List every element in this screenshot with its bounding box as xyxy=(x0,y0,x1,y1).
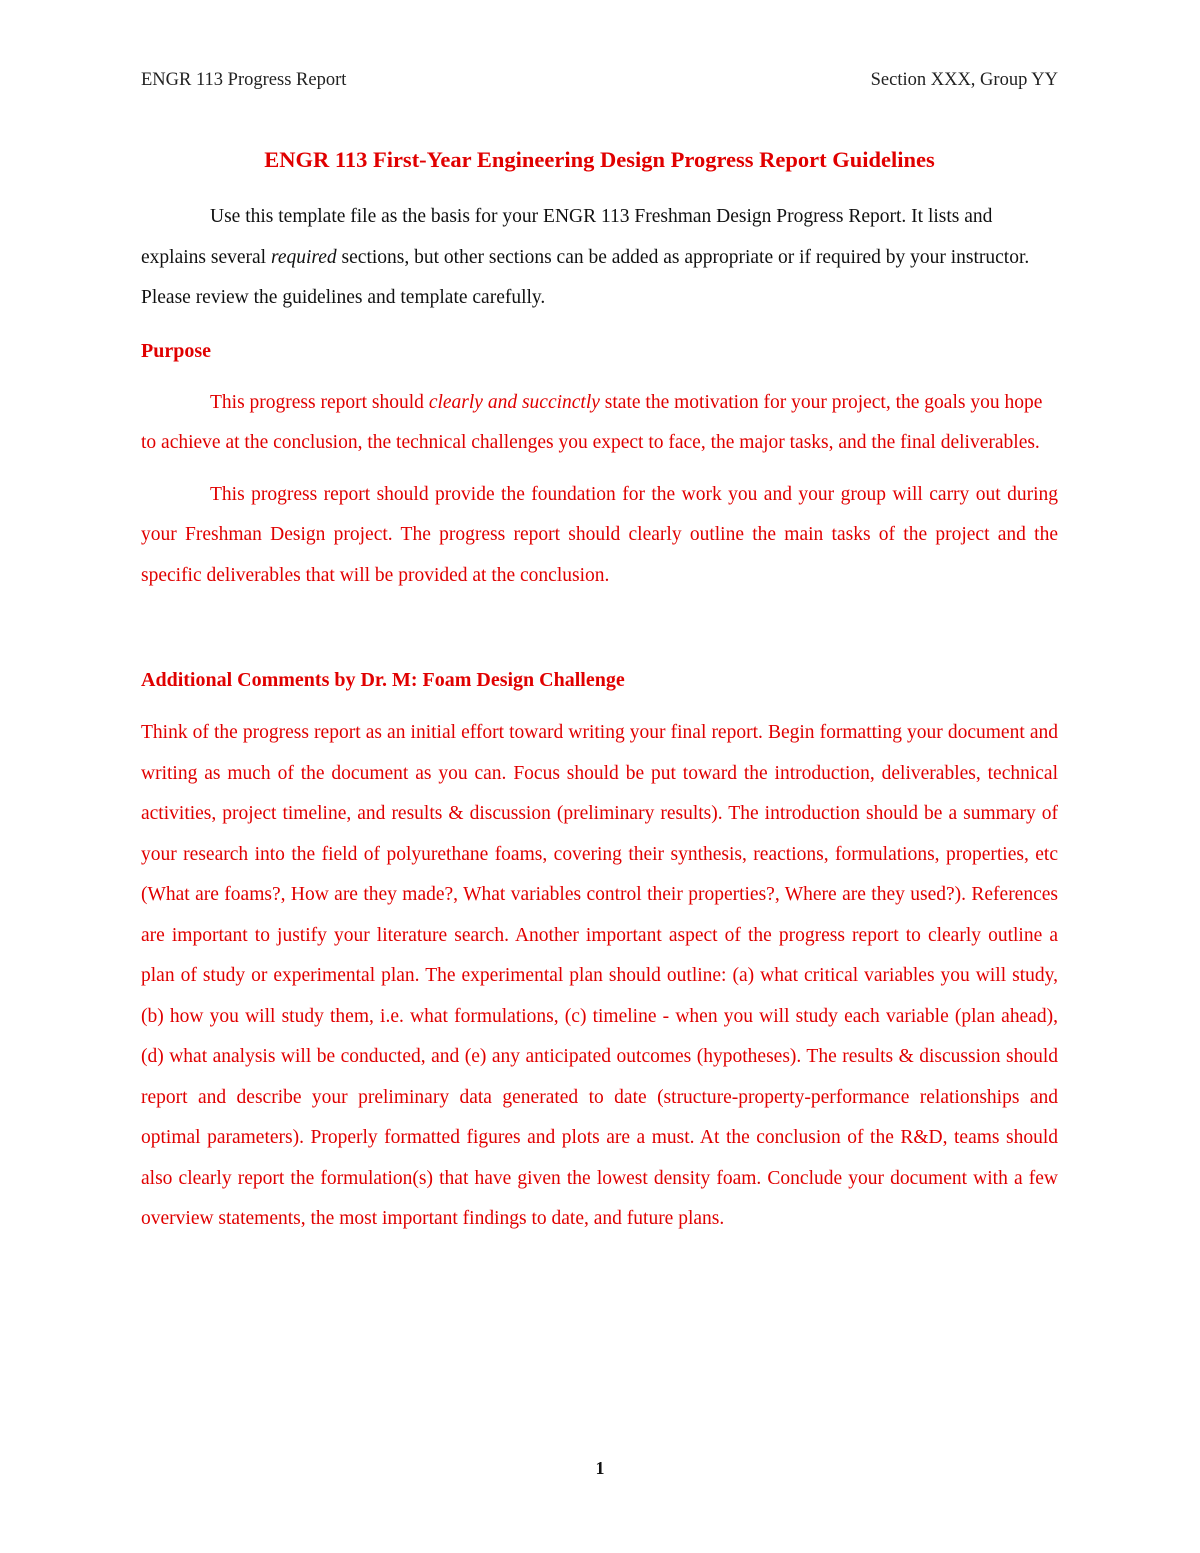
document-body xyxy=(141,140,1058,1240)
intro-text-1: Use this template file as the basis for your ENGR 113 Freshman Design Progress Report. It lists and explains several xyxy=(141,206,993,268)
header-right-text: Section XXX, Group YY xyxy=(870,70,1058,90)
header-left-text: ENGR 113 Progress Report xyxy=(141,70,347,90)
intro-paragraph xyxy=(141,197,1058,319)
page-header xyxy=(141,70,1058,96)
purpose-heading: Purpose xyxy=(141,339,211,362)
purpose-paragraph-1 xyxy=(141,383,1058,464)
additional-comments-paragraph: Think of the progress report as an initial effort toward writing your final report. Begin formatting your document and writing as much of the document as you can. Focus should be put toward the introduction, deliverables, technical activities, project timeline, and results & discussion (preliminary results). The introduction should be a summary of your research into the field of polyurethane foams, covering their synthesis, reactions, formulations, properties, etc (What are foams?, How are they made?, What variables control their properties?, Where are they used?). References are important to justify your literature search. Another important aspect of the progress report to clearly outline a plan of study or experimental plan. The experimental plan should outline: (a) what critical variables you will study, (b) how you will study them, i.e. what formulations, (c) timeline - when you will study each variable (plan ahead), (d) what analysis will be conducted, and (e) any anticipated outcomes (hypotheses). The results & discussion should report and describe your preliminary data generated to date (structure-property-performance relationships and optimal parameters). Properly formatted figures and plots are a must. At the conclusion of the R&D, teams should also clearly report the formulation(s) that have given the lowest density foam. Conclude your document with a few overview statements, the most important findings to date, and future plans. xyxy=(141,722,1058,1229)
document-title: ENGR 113 First-Year Engineering Design Progress Report Guidelines xyxy=(264,147,935,172)
purpose-p1-text-2: state the motivation for your project, the goals you hope to achieve at the conclusion, the technical challenges you expect to face, the major tasks, and the final deliverables. xyxy=(141,391,1043,453)
purpose-p1-emphasis: clearly and succinctly xyxy=(428,391,600,413)
page-number: 1 xyxy=(595,1458,605,1478)
intro-text-2: sections, but other sections can be added as appropriate or if required by your instructor. Please review the guidelines and template carefully. xyxy=(141,246,1030,308)
purpose-paragraph-2: This progress report should provide the foundation for the work you and your group will carry out during your Freshman Design project. The progress report should clearly outline the main tasks of the project and the specific deliverables that will be provided at the conclusion. xyxy=(141,483,1058,586)
additional-comments-heading: Additional Comments by Dr. M: Foam Design Challenge xyxy=(141,669,625,691)
intro-emphasis: required xyxy=(270,246,337,268)
purpose-p1-text-1: This progress report should xyxy=(210,391,429,413)
